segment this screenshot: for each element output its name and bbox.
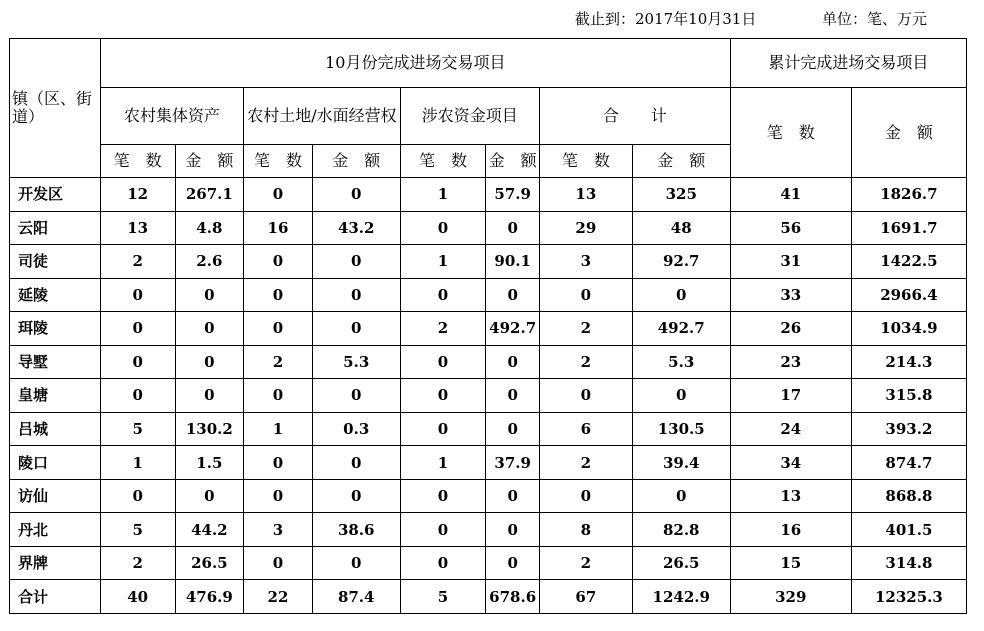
amount-cell: 214.3 [851, 345, 966, 379]
count-cell: 6 [539, 412, 632, 446]
october-group-header: 10月份完成进场交易项目 [100, 39, 730, 88]
table-row [10, 278, 967, 312]
count-cell: 40 [100, 580, 175, 614]
count-cell: 2 [400, 312, 486, 346]
amount-cell: 0 [175, 379, 244, 413]
count-cell: 0 [400, 546, 486, 580]
table-row [10, 479, 967, 513]
amount-cell: 0 [312, 446, 400, 480]
town-name-cell: 丹北 [10, 513, 101, 547]
amount-cell: 0 [486, 412, 540, 446]
count-cell: 13 [100, 211, 175, 245]
town-name-cell: 陵口 [10, 446, 101, 480]
amount-cell: 43.2 [312, 211, 400, 245]
table-row [10, 513, 967, 547]
amount-cell: 44.2 [175, 513, 244, 547]
land-water-rights-header: 农村土地/水面经营权 [244, 88, 400, 145]
town-name-cell: 云阳 [10, 211, 101, 245]
table-row [10, 546, 967, 580]
amount-cell: 0 [486, 345, 540, 379]
count-cell: 0 [400, 412, 486, 446]
amount-cell: 82.8 [632, 513, 730, 547]
count-cell: 0 [400, 513, 486, 547]
amount-cell: 0 [486, 513, 540, 547]
table-row [10, 312, 967, 346]
count-cell: 26 [730, 312, 851, 346]
count-header: 笔 数 [539, 145, 632, 178]
count-cell: 3 [244, 513, 313, 547]
amount-cell: 5.3 [312, 345, 400, 379]
count-header: 笔 数 [400, 145, 486, 178]
town-name-cell: 皇塘 [10, 379, 101, 413]
count-cell: 5 [100, 412, 175, 446]
unit-label: 单位：笔、万元 [822, 10, 928, 28]
amount-cell: 0 [486, 546, 540, 580]
count-cell: 8 [539, 513, 632, 547]
amount-cell: 0 [632, 278, 730, 312]
town-name-cell: 珥陵 [10, 312, 101, 346]
count-cell: 5 [400, 580, 486, 614]
count-cell: 0 [100, 379, 175, 413]
amount-cell: 0.3 [312, 412, 400, 446]
amount-cell: 325 [632, 178, 730, 212]
count-cell: 13 [730, 479, 851, 513]
count-cell: 1 [400, 178, 486, 212]
amount-cell: 0 [632, 479, 730, 513]
collective-assets-header: 农村集体资产 [100, 88, 243, 145]
count-cell: 34 [730, 446, 851, 480]
count-cell: 2 [244, 345, 313, 379]
count-cell: 22 [244, 580, 313, 614]
count-cell: 23 [730, 345, 851, 379]
amount-cell: 87.4 [312, 580, 400, 614]
amount-cell: 0 [486, 211, 540, 245]
count-cell: 29 [539, 211, 632, 245]
amount-cell: 267.1 [175, 178, 244, 212]
count-cell: 5 [100, 513, 175, 547]
town-name-cell: 延陵 [10, 278, 101, 312]
count-cell: 0 [244, 446, 313, 480]
count-cell: 2 [539, 345, 632, 379]
amount-cell: 12325.3 [851, 580, 966, 614]
count-cell: 16 [730, 513, 851, 547]
count-cell: 0 [539, 479, 632, 513]
table-note [0, 6, 984, 32]
table-body [10, 178, 967, 614]
count-cell: 2 [539, 446, 632, 480]
amount-cell: 0 [175, 345, 244, 379]
count-cell: 3 [539, 245, 632, 279]
amount-cell: 874.7 [851, 446, 966, 480]
count-cell: 1 [100, 446, 175, 480]
amount-cell: 678.6 [486, 580, 540, 614]
cumulative-amount-header: 金 额 [851, 88, 966, 178]
count-cell: 0 [244, 278, 313, 312]
amount-cell: 39.4 [632, 446, 730, 480]
amount-cell: 90.1 [486, 245, 540, 279]
amount-cell: 92.7 [632, 245, 730, 279]
amount-cell: 492.7 [632, 312, 730, 346]
count-cell: 0 [244, 546, 313, 580]
amount-cell: 1826.7 [851, 178, 966, 212]
amount-cell: 1.5 [175, 446, 244, 480]
count-cell: 16 [244, 211, 313, 245]
count-cell: 17 [730, 379, 851, 413]
count-cell: 0 [400, 211, 486, 245]
amount-cell: 57.9 [486, 178, 540, 212]
amount-cell: 1242.9 [632, 580, 730, 614]
amount-cell: 868.8 [851, 479, 966, 513]
count-cell: 0 [539, 379, 632, 413]
amount-cell: 26.5 [632, 546, 730, 580]
count-cell: 0 [100, 345, 175, 379]
count-cell: 0 [100, 312, 175, 346]
transaction-table [9, 38, 967, 614]
amount-cell: 2966.4 [851, 278, 966, 312]
amount-header: 金 额 [486, 145, 540, 178]
town-name-cell: 开发区 [10, 178, 101, 212]
amount-cell: 1422.5 [851, 245, 966, 279]
table-row [10, 379, 967, 413]
amount-cell: 0 [312, 178, 400, 212]
amount-cell: 401.5 [851, 513, 966, 547]
town-name-cell: 访仙 [10, 479, 101, 513]
count-cell: 33 [730, 278, 851, 312]
count-cell: 24 [730, 412, 851, 446]
amount-cell: 492.7 [486, 312, 540, 346]
amount-header: 金 额 [632, 145, 730, 178]
amount-cell: 0 [486, 379, 540, 413]
count-cell: 0 [100, 479, 175, 513]
count-cell: 67 [539, 580, 632, 614]
table-row [10, 211, 967, 245]
amount-cell: 130.2 [175, 412, 244, 446]
count-cell: 12 [100, 178, 175, 212]
count-cell: 329 [730, 580, 851, 614]
amount-cell: 0 [312, 278, 400, 312]
amount-cell: 393.2 [851, 412, 966, 446]
count-cell: 1 [400, 446, 486, 480]
amount-cell: 0 [486, 479, 540, 513]
count-header: 笔 数 [244, 145, 313, 178]
amount-cell: 0 [632, 379, 730, 413]
amount-cell: 1034.9 [851, 312, 966, 346]
town-name-cell: 导墅 [10, 345, 101, 379]
amount-cell: 0 [175, 479, 244, 513]
table-row [10, 178, 967, 212]
count-cell: 0 [244, 312, 313, 346]
count-cell: 2 [539, 546, 632, 580]
town-name-cell: 合计 [10, 580, 101, 614]
count-cell: 1 [400, 245, 486, 279]
count-cell: 0 [244, 178, 313, 212]
town-name-cell: 吕城 [10, 412, 101, 446]
table-row [10, 345, 967, 379]
amount-cell: 4.8 [175, 211, 244, 245]
agri-funds-header: 涉农资金项目 [400, 88, 539, 145]
cumulative-count-header: 笔 数 [730, 88, 851, 178]
amount-cell: 0 [312, 379, 400, 413]
count-cell: 2 [539, 312, 632, 346]
amount-cell: 0 [486, 278, 540, 312]
cumulative-group-header: 累计完成进场交易项目 [730, 39, 966, 88]
amount-cell: 1691.7 [851, 211, 966, 245]
count-cell: 0 [400, 278, 486, 312]
town-name-cell: 界牌 [10, 546, 101, 580]
count-cell: 0 [100, 278, 175, 312]
town-name-cell: 司徒 [10, 245, 101, 279]
count-header: 笔 数 [100, 145, 175, 178]
amount-cell: 38.6 [312, 513, 400, 547]
table-row [10, 245, 967, 279]
count-cell: 0 [244, 245, 313, 279]
count-cell: 2 [100, 546, 175, 580]
amount-cell: 5.3 [632, 345, 730, 379]
count-cell: 2 [100, 245, 175, 279]
amount-cell: 2.6 [175, 245, 244, 279]
amount-cell: 0 [175, 312, 244, 346]
total-row [10, 580, 967, 614]
amount-cell: 476.9 [175, 580, 244, 614]
amount-cell: 26.5 [175, 546, 244, 580]
amount-cell: 0 [312, 479, 400, 513]
count-cell: 0 [400, 479, 486, 513]
count-cell: 0 [244, 479, 313, 513]
count-cell: 41 [730, 178, 851, 212]
amount-cell: 0 [175, 278, 244, 312]
amount-cell: 0 [312, 546, 400, 580]
amount-cell: 130.5 [632, 412, 730, 446]
amount-cell: 37.9 [486, 446, 540, 480]
amount-header: 金 额 [175, 145, 244, 178]
count-cell: 0 [400, 379, 486, 413]
count-cell: 0 [400, 345, 486, 379]
table-row [10, 412, 967, 446]
count-cell: 56 [730, 211, 851, 245]
table-row [10, 446, 967, 480]
amount-cell: 0 [312, 312, 400, 346]
count-cell: 0 [244, 379, 313, 413]
amount-cell: 315.8 [851, 379, 966, 413]
town-header: 镇（区、街道） [10, 39, 101, 178]
count-cell: 13 [539, 178, 632, 212]
amount-cell: 48 [632, 211, 730, 245]
amount-header: 金 额 [312, 145, 400, 178]
subtotal-header: 合 计 [539, 88, 730, 145]
count-cell: 15 [730, 546, 851, 580]
count-cell: 31 [730, 245, 851, 279]
count-cell: 1 [244, 412, 313, 446]
cutoff-date: 截止到：2017年10月31日 [575, 10, 757, 28]
count-cell: 0 [539, 278, 632, 312]
amount-cell: 0 [312, 245, 400, 279]
amount-cell: 314.8 [851, 546, 966, 580]
